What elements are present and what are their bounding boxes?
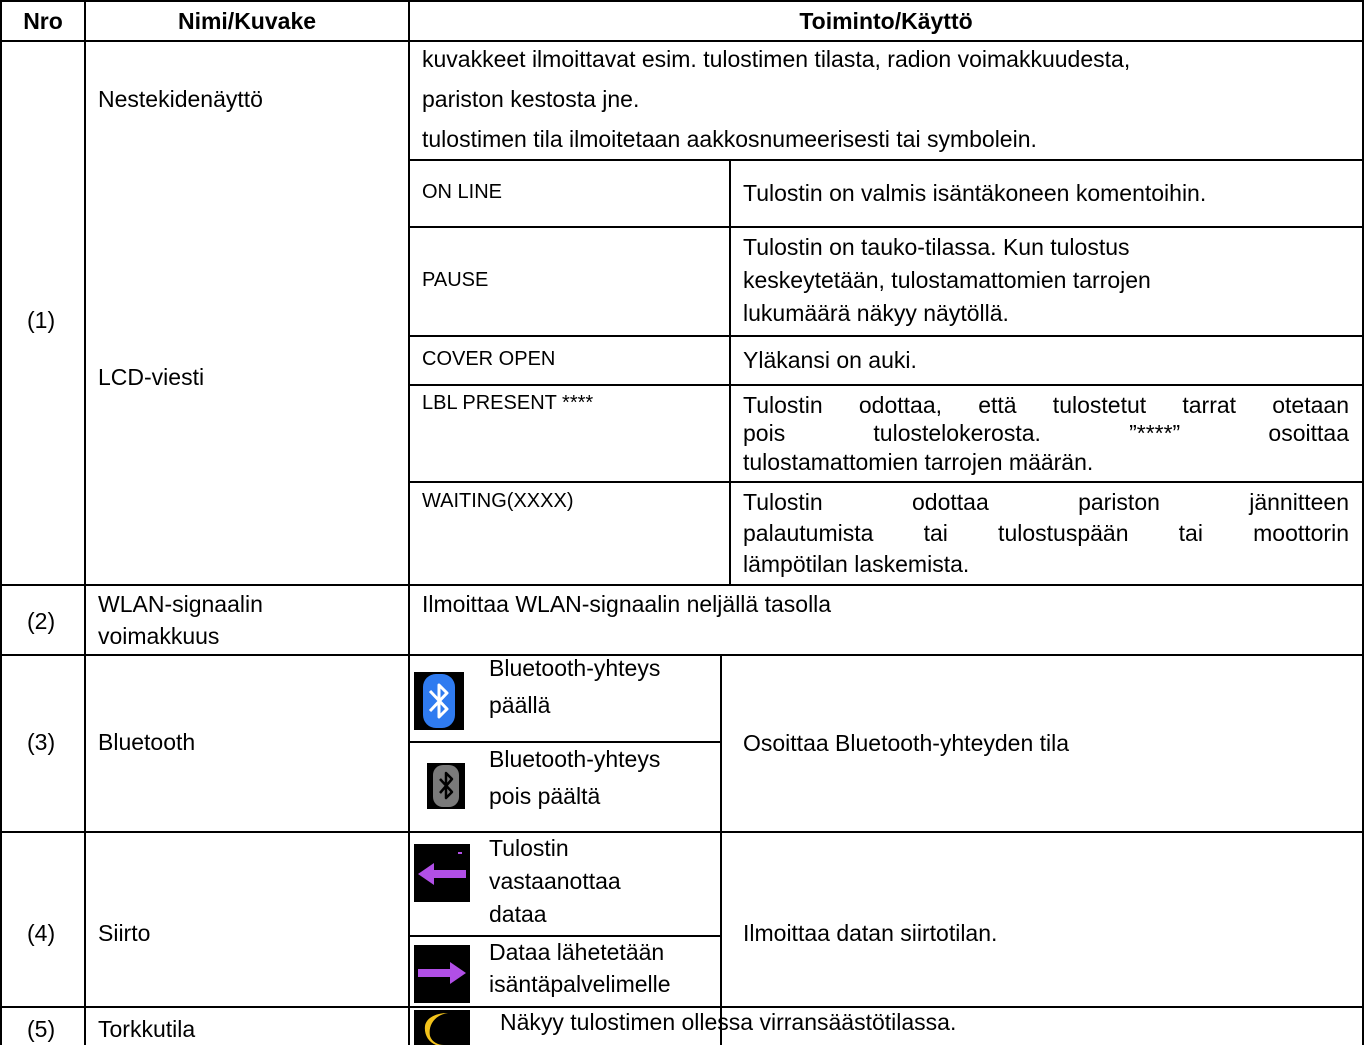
border-header <box>0 40 1364 42</box>
bt-on-label-2: päällä <box>489 692 551 718</box>
msg-desc-waiting-1: Tulostin odottaa pariston jännitteen <box>743 489 1349 515</box>
border-r2 <box>0 654 1364 656</box>
header-name: Nimi/Kuvake <box>177 8 317 34</box>
msg-desc-online: Tulostin on valmis isäntäkoneen komentoihin. <box>743 180 1207 206</box>
wlan-desc: Ilmoittaa WLAN-signaalin neljällä tasolla <box>422 591 832 617</box>
msg-desc-pause-3: lukumäärä näkyy näytöllä. <box>743 300 1009 326</box>
msg-code-pause: PAUSE <box>422 269 489 291</box>
border-icon-sub <box>720 654 722 1045</box>
wlan-name-2: voimakkuus <box>98 623 220 649</box>
arrow-right-icon <box>414 945 470 1003</box>
header-nro: Nro <box>23 8 63 34</box>
border-tx-sub <box>408 935 722 937</box>
header-function: Toiminto/Käyttö <box>799 8 973 34</box>
send-label-2: isäntäpalvelimelle <box>489 971 671 997</box>
bt-off-label-1: Bluetooth-yhteys <box>489 746 661 772</box>
border-col1 <box>84 0 86 1045</box>
border-msg2 <box>408 335 1364 337</box>
bluetooth-on-icon <box>414 672 464 730</box>
border-msg3 <box>408 384 1364 386</box>
border-msg1 <box>408 226 1364 228</box>
bt-on-label-1: Bluetooth-yhteys <box>489 655 661 681</box>
border-r1 <box>0 584 1364 586</box>
msg-desc-pause-1: Tulostin on tauko-tilassa. Kun tulostus <box>743 234 1130 260</box>
border-col2 <box>408 0 410 1045</box>
moon-icon <box>414 1010 470 1045</box>
lcd-name: LCD-viesti <box>98 364 205 390</box>
msg-desc-pause-2: keskeytetään, tulostamattomien tarrojen <box>743 267 1151 293</box>
send-label-1: Dataa lähetetään <box>489 939 665 965</box>
msg-desc-lbl-3: tulostamattomien tarrojen määrän. <box>743 449 1094 475</box>
bluetooth-name: Bluetooth <box>98 729 196 755</box>
msg-desc-lbl-2: pois tulostelokerosta. ”****” osoittaa <box>743 420 1349 446</box>
display-name: Nestekidenäyttö <box>98 86 263 112</box>
siirto-desc: Ilmoittaa datan siirtotilan. <box>743 920 998 946</box>
row4-nro: (4) <box>27 920 56 946</box>
border-msg4 <box>408 481 1364 483</box>
msg-code-lbl: LBL PRESENT **** <box>422 392 594 414</box>
bt-off-label-2: pois päältä <box>489 783 601 809</box>
display-desc-line3: tulostimen tila ilmoitetaan aakkosnumeerisesti tai symbolein. <box>422 126 1037 152</box>
bluetooth-off-icon <box>427 763 465 809</box>
row1-nro: (1) <box>27 307 56 333</box>
arrow-left-icon <box>414 844 470 902</box>
receive-label-2: vastaanottaa <box>489 868 621 894</box>
row5-nro: (5) <box>27 1016 56 1042</box>
border-left <box>0 0 2 1045</box>
torkkutila-name: Torkkutila <box>98 1016 196 1042</box>
msg-desc-waiting-3: lämpötilan laskemista. <box>743 551 970 577</box>
row3-nro: (3) <box>27 729 56 755</box>
display-desc-line2: pariston kestosta jne. <box>422 86 640 112</box>
row2-nro: (2) <box>27 608 56 634</box>
msg-desc-lbl-1: Tulostin odottaa, että tulostetut tarrat otetaan <box>743 392 1349 418</box>
display-desc-line1: kuvakkeet ilmoittavat esim. tulostimen tilasta, radion voimakkuudesta, <box>422 46 1131 72</box>
receive-label-1: Tulostin <box>489 835 569 861</box>
border-bt-sub <box>408 741 722 743</box>
border-lcd-sub <box>729 159 731 584</box>
border-r3 <box>0 831 1364 833</box>
msg-desc-cover: Yläkansi on auki. <box>743 347 917 373</box>
msg-code-online: ON LINE <box>422 181 503 203</box>
siirto-name: Siirto <box>98 920 151 946</box>
msg-code-waiting: WAITING(XXXX) <box>422 490 574 512</box>
border-r1a <box>408 159 1364 161</box>
bluetooth-desc: Osoittaa Bluetooth-yhteyden tila <box>743 730 1070 756</box>
msg-code-cover: COVER OPEN <box>422 348 556 370</box>
receive-label-3: dataa <box>489 901 547 927</box>
msg-desc-waiting-2: palautumista tai tulostuspään tai moottorin <box>743 520 1349 546</box>
torkkutila-desc: Näkyy tulostimen ollessa virransäästötilassa. <box>500 1009 957 1035</box>
border-top <box>0 0 1364 2</box>
border-right <box>1362 0 1364 1045</box>
wlan-name-1: WLAN-signaalin <box>98 591 263 617</box>
